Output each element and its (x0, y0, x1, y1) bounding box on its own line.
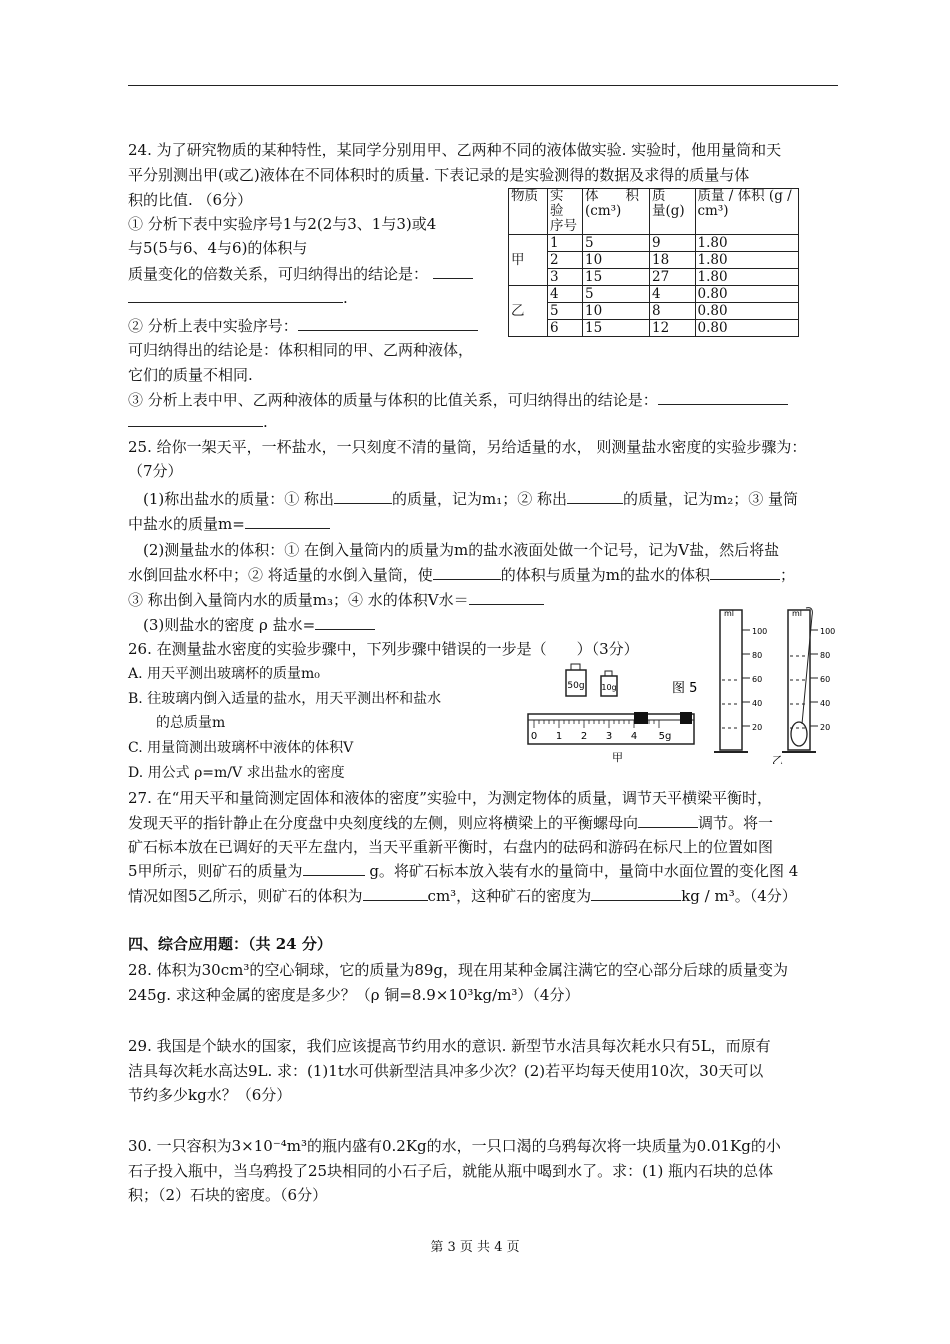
q25-l3c: 的质量，记为m₂；③ 量筒 (623, 490, 799, 508)
q29-line2: 洁具每次耗水高达9L. 求：(1)1t水可供新型洁具冲多少次？(2)若平均每天使用10次，30天可以 (128, 1062, 764, 1080)
table-cell: 27 (650, 269, 696, 286)
q25-line2: （7分） (128, 462, 183, 480)
weight-50g (566, 664, 586, 696)
q30-line3: 积；（2）石块的密度。（6分） (128, 1186, 328, 1204)
answer-blank[interactable] (638, 813, 698, 828)
table-cell: 15 (583, 269, 650, 286)
weight-10g-label: 10g (601, 683, 617, 692)
cylinder-tick-label: 40 (820, 699, 831, 708)
answer-blank[interactable] (591, 886, 681, 901)
ruler-tick-label: 0 (530, 731, 538, 742)
table-cell: 15 (583, 320, 650, 337)
q27-line4-row (128, 861, 798, 881)
answer-blank[interactable] (433, 565, 501, 580)
answer-blank[interactable] (128, 288, 343, 303)
q26-option-b1: B. 往玻璃内倒入适量的盐水，用天平测出杯和盐水 (128, 691, 442, 707)
table-cell-substance: 甲 (509, 235, 548, 286)
q25-l7a: ③ 称出倒入量筒内水的质量m₃；④ 水的体积V水＝ (128, 591, 469, 609)
table-cell: 4 (650, 286, 696, 303)
cylinder-tick-label: 60 (752, 675, 763, 684)
measuring-cylinder-after (772, 608, 835, 764)
q27-line5-row (128, 886, 797, 906)
table-cell: 1.80 (695, 252, 798, 269)
q25-l3a: (1)称出盐水的质量：① 称出 (128, 490, 335, 508)
table-cell: 1 (548, 235, 583, 252)
ruler-tick-label: 4 (630, 731, 638, 742)
q25-l7-row (128, 590, 544, 610)
q29-line1: 29. 我国是个缺水的国家，我们应该提高节约用水的意识. 新型节水洁具每次耗水只有5L，而原有 (128, 1037, 771, 1055)
q30-line2: 石子投入瓶中，当乌鸦投了25块相同的小石子后，就能从瓶中喝到水了。求：(1) 瓶内石块的总体 (128, 1162, 774, 1180)
cylinder-tick-label: 20 (820, 723, 831, 732)
q24-sub1c-row (128, 264, 473, 284)
q27-line2a: 发现天平的指针静止在分度盘中央刻度线的左侧，则应将横梁上的平衡螺母向 (128, 814, 639, 832)
table-cell: 6 (548, 320, 583, 337)
q24-line2: 平分别测出甲(或乙)液体在不同体积时的质量. 下表记录的是实验测得的数据及求得的质量与体 (128, 166, 750, 184)
table-row (509, 320, 799, 337)
weight-50g-label: 50g (567, 681, 585, 691)
table-row (509, 235, 799, 252)
cylinder-unit: ml (792, 609, 803, 618)
table-header-row (509, 189, 799, 235)
table-header: 质量 / 体积 (g / cm³) (695, 189, 798, 235)
cylinder-unit: ml (724, 609, 735, 618)
table-row (509, 252, 799, 269)
q24-sub2b: 可归纳得出的结论是：体积相同的甲、乙两种液体， (128, 341, 474, 359)
q26-option-d: D. 用公式 ρ=m/V 求出盐水的密度 (128, 765, 345, 781)
answer-blank[interactable] (567, 489, 623, 504)
q27-line3: 矿石标本放在已调好的天平左盘内，当天平重新平衡时，右盘内的砝码和游码在标尺上的位置如图 (128, 838, 774, 856)
q24-sub1-blank-row: . (128, 288, 348, 308)
answer-blank[interactable] (303, 861, 365, 876)
answer-blank[interactable] (433, 264, 473, 279)
answer-blank[interactable] (298, 316, 478, 331)
weight-10g (601, 671, 617, 696)
q25-l6-row (128, 565, 795, 585)
q29-line3: 节约多少kg水？（6分） (128, 1086, 292, 1104)
ruler-tick-label: 3 (605, 731, 613, 742)
q25-l4: 中盐水的质量m= (128, 515, 245, 533)
q25-l8-row (128, 615, 375, 635)
q27-line5c: kg / m³。（4分） (681, 887, 797, 905)
q24-sub2c: 它们的质量不相同. (128, 366, 253, 384)
q27-line1: 27. 在“用天平和量筒测定固体和液体的密度”实验中，为测定物体的质量，调节天平横梁平衡时， (128, 789, 772, 807)
answer-blank[interactable] (363, 886, 428, 901)
q27-line5a: 情况如图5乙所示，则矿石的体积为 (128, 887, 363, 905)
q25-l6c: ； (780, 566, 796, 584)
measuring-cylinder-before (714, 609, 767, 752)
q27-line5b: cm³，这种矿石的密度为 (427, 887, 592, 905)
answer-blank[interactable] (128, 412, 263, 427)
table-cell: 5 (548, 303, 583, 320)
table-cell: 9 (650, 235, 696, 252)
section-4-title: 四、综合应用题：（共 24 分） (128, 935, 332, 953)
answer-blank[interactable] (710, 565, 780, 580)
table-header: 物质 (509, 189, 548, 235)
q24-sub2a-row (128, 316, 478, 336)
table-cell: 10 (583, 252, 650, 269)
q24-sub1b: 与5(5与6、4与6)的体积与 (128, 239, 308, 257)
q25-l5: (2)测量盐水的体积：① 在倒入量筒内的质量为m的盐水液面处做一个记号，记为V盐，然后将盐 (128, 541, 780, 559)
label-jia: 甲 (612, 751, 623, 764)
cylinder-tick-label: 80 (820, 651, 831, 660)
figure-5 (520, 604, 850, 764)
q24-sub1c: 质量变化的倍数关系，可归纳得出的结论是： (128, 265, 429, 283)
q24-sub3-row (128, 390, 788, 410)
label-yi: 乙 (772, 754, 783, 764)
cylinder-tick-label: 40 (752, 699, 763, 708)
q24-line1: 24. 为了研究物质的某种特性，某同学分别用甲、乙两种不同的液体做实验. 实验时，他用量筒和天 (128, 141, 782, 159)
q30-line1: 30. 一只容积为3×10⁻⁴m³的瓶内盛有0.2Kg的水，一只口渴的乌鸦每次将一块质量为0.01Kg的小 (128, 1137, 781, 1155)
q24-sub2a: ② 分析上表中实验序号： (128, 317, 298, 335)
answer-blank[interactable] (315, 615, 375, 630)
table-row (509, 286, 799, 303)
table-header: 体 积(cm³) (583, 189, 650, 235)
ruler-end-block (680, 712, 692, 724)
q25-l6a: 水倒回盐水杯中；② 将适量的水倒入量筒，使 (128, 566, 433, 584)
table-cell-substance: 乙 (509, 286, 548, 337)
q24-line3: 积的比值. （6分） (128, 191, 253, 209)
table-cell: 2 (548, 252, 583, 269)
table-row (509, 269, 799, 286)
q25-l4-row (128, 514, 330, 534)
data-table (508, 188, 799, 337)
ore-sample (791, 722, 807, 746)
table-cell: 1.80 (695, 235, 798, 252)
q25-l6b: 的体积与质量为m的盐水的体积 (500, 566, 711, 584)
table-cell: 5 (583, 286, 650, 303)
ruler-tick-label: 1 (555, 731, 563, 742)
ruler-tick-label: 2 (580, 731, 588, 742)
answer-blank[interactable] (334, 489, 392, 504)
q28-line2: 245g. 求这种金属的密度是多少？（ρ 铜=8.9×10³kg/m³）（4分） (128, 986, 580, 1004)
page-footer: 第 3 页 共 4 页 (430, 1240, 520, 1255)
answer-blank[interactable] (469, 590, 544, 605)
q25-l3b: 的质量，记为m₁；② 称出 (392, 490, 568, 508)
table-header: 质 量(g) (650, 189, 696, 235)
cylinder-tick-label: 80 (752, 651, 763, 660)
q24-sub3-blank-row: . (128, 412, 268, 432)
q26-line1: 26. 在测量盐水密度的实验步骤中，下列步骤中错误的一步是（ ）（3分） (128, 640, 639, 658)
table-cell: 1.80 (695, 269, 798, 286)
thread (802, 608, 812, 724)
balance-ruler (528, 712, 694, 764)
table-cell: 4 (548, 286, 583, 303)
cylinder-tick-label: 100 (820, 627, 836, 636)
table-cell: 5 (583, 235, 650, 252)
q27-line2b: 调节。将一 (698, 814, 774, 832)
q27-line4b: g。将矿石标本放入装有水的量筒中，量筒中水面位置的变化 (369, 862, 769, 880)
table-cell: 18 (650, 252, 696, 269)
answer-blank[interactable] (658, 390, 788, 405)
cylinder-tick-label: 100 (752, 627, 768, 636)
q26-option-c: C. 用量筒测出玻璃杯中液体的体积V (128, 740, 354, 756)
q24-sub3: ③ 分析上表中甲、乙两种液体的质量与体积的比值关系，可归纳得出的结论是： (128, 391, 658, 409)
table-cell: 0.80 (695, 303, 798, 320)
table-header: 实 验 序号 (548, 189, 583, 235)
q24-sub1a: ① 分析下表中实验序号1与2(2与3、1与3)或4 (128, 215, 437, 233)
q25-l3-row (128, 489, 798, 509)
q27-line4c: 图 4 (768, 862, 799, 880)
table-row (509, 303, 799, 320)
q27-line4a: 5甲所示，则矿石的质量为 (128, 862, 303, 880)
table-cell: 0.80 (695, 320, 798, 337)
header-rule (128, 85, 838, 86)
table-cell: 0.80 (695, 286, 798, 303)
table-cell: 8 (650, 303, 696, 320)
figure-5-label: 图 5 (672, 681, 698, 696)
q27-line2-row (128, 813, 773, 833)
q26-option-a: A. 用天平测出玻璃杯的质量m₀ (128, 666, 320, 682)
cylinder-tick-label: 60 (820, 675, 831, 684)
q28-line1: 28. 体积为30cm³的空心铜球，它的质量为89g，现在用某种金属注满它的空心部分后球的质量变为 (128, 961, 789, 979)
q26-option-b2: 的总质量m (128, 715, 226, 731)
table-cell: 10 (583, 303, 650, 320)
cylinder-tick-label: 20 (752, 723, 763, 732)
answer-blank[interactable] (245, 514, 330, 529)
q25-line1: 25. 给你一架天平，一杯盐水，一只刻度不清的量筒，另给适量的水， 则测量盐水密度的实验步骤为： (128, 438, 807, 456)
rider (634, 712, 648, 724)
table-cell: 12 (650, 320, 696, 337)
q25-l8: (3)则盐水的密度 ρ 盐水= (128, 616, 316, 634)
ruler-tick-label: 5g (658, 731, 672, 742)
table-cell: 3 (548, 269, 583, 286)
